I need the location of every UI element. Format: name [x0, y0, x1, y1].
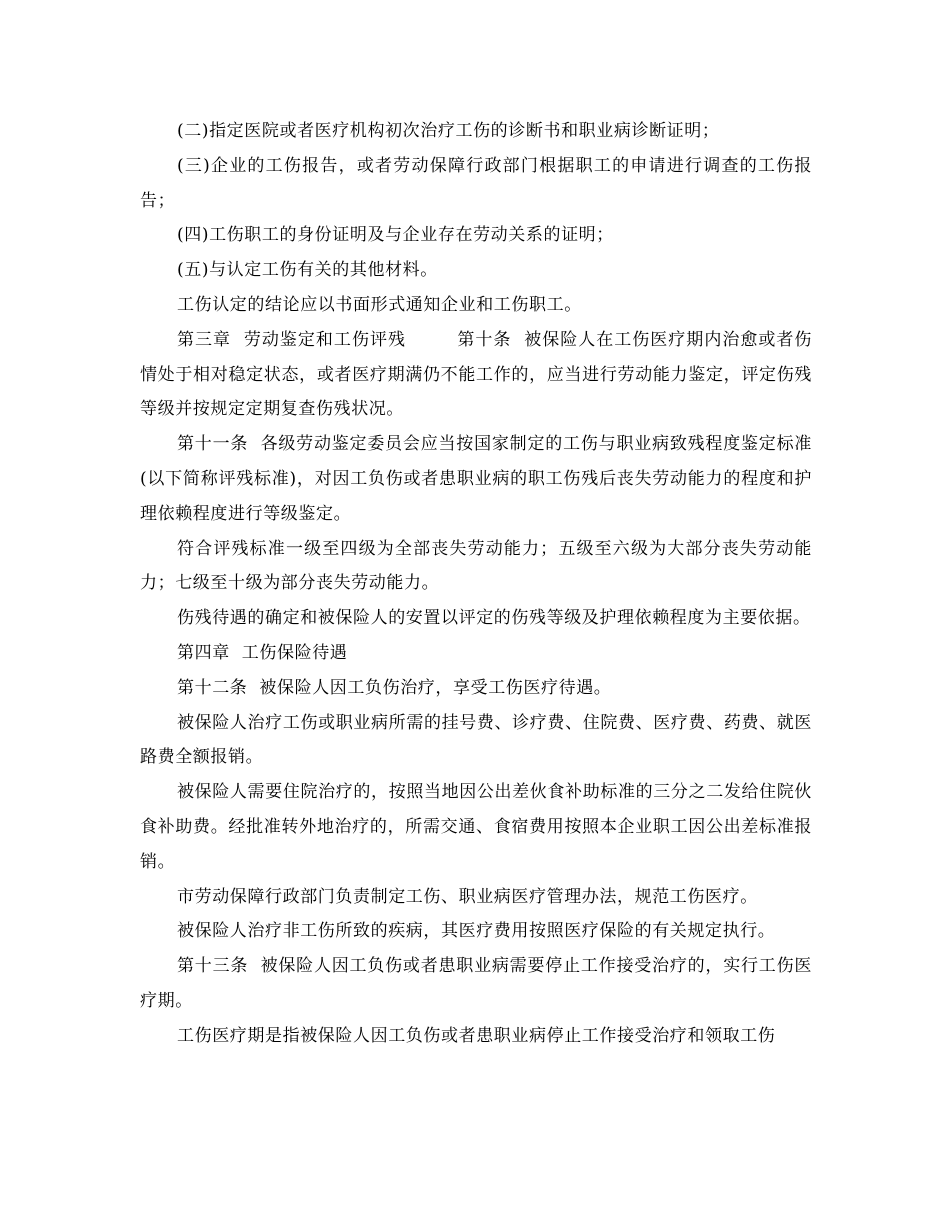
- paragraph-medical-expenses: 被保险人治疗工伤或职业病所需的挂号费、诊疗费、住院费、医疗费、药费、就医路费全额报销。: [140, 712, 812, 768]
- paragraph-notification: 工伤认定的结论应以书面形式通知企业和工伤职工。: [177, 294, 582, 315]
- paragraph-item-2: (二)指定医院或者医疗机构初次治疗工伤的诊断书和职业病诊断证明；: [177, 121, 720, 141]
- paragraph-article-11: 第十一条 各级劳动鉴定委员会应当按国家制定的工伤与职业病致残程度鉴定标准(以下简称评残标准)，对因工负伤或者患职业病的职工伤残后丧失劳动能力的程度和护理依赖程度进行等级鉴定。: [140, 434, 812, 524]
- paragraph-item-5: (五)与认定工伤有关的其他材料。: [177, 260, 438, 281]
- document-body: [140, 114, 812, 1054]
- paragraph-article-13: 第十三条 被保险人因工负伤或者患职业病需要停止工作接受治疗的，实行工伤医疗期。: [140, 956, 812, 1011]
- paragraph-chapter-3-article-10: 第三章 劳动鉴定和工伤评残 第十条 被保险人在工伤医疗期内治愈或者伤情处于相对稳定状态，或者医疗期满仍不能工作的，应当进行劳动能力鉴定，评定伤残等级并按规定定期复查伤残状况。: [140, 329, 812, 420]
- paragraph-non-work-injury: 被保险人治疗非工伤所致的疾病，其医疗费用按照医疗保险的有关规定执行。: [177, 921, 776, 942]
- paragraph-medical-management: 市劳动保障行政部门负责制定工伤、职业病医疗管理办法，规范工伤医疗。: [177, 886, 758, 907]
- paragraph-item-4: (四)工伤职工的身份证明及与企业存在劳动关系的证明；: [177, 225, 614, 246]
- paragraph-disability-benefits-basis: 伤残待遇的确定和被保险人的安置以评定的伤残等级及护理依赖程度为主要依据。: [177, 608, 811, 629]
- paragraph-article-12: 第十二条 被保险人因工负伤治疗，享受工伤医疗待遇。: [177, 677, 612, 698]
- chapter-4-heading: 第四章 工伤保险待遇: [177, 642, 348, 663]
- paragraph-item-3: (三)企业的工伤报告，或者劳动保障行政部门根据职工的申请进行调查的工伤报告；: [140, 155, 812, 211]
- paragraph-medical-period-definition: 工伤医疗期是指被保险人因工负伤或者患职业病停止工作接受治疗和领取工伤: [177, 1025, 776, 1046]
- paragraph-disability-levels: 符合评残标准一级至四级为全部丧失劳动能力；五级至六级为大部分丧失劳动能力；七级至十级为部分丧失劳动能力。: [140, 538, 812, 594]
- paragraph-hospital-meal-subsidy: 被保险人需要住院治疗的，按照当地因公出差伙食补助标准的三分之二发给住院伙食补助费。经批准转外地治疗的，所需交通、食宿费用按照本企业职工因公出差标准报销。: [140, 782, 812, 872]
